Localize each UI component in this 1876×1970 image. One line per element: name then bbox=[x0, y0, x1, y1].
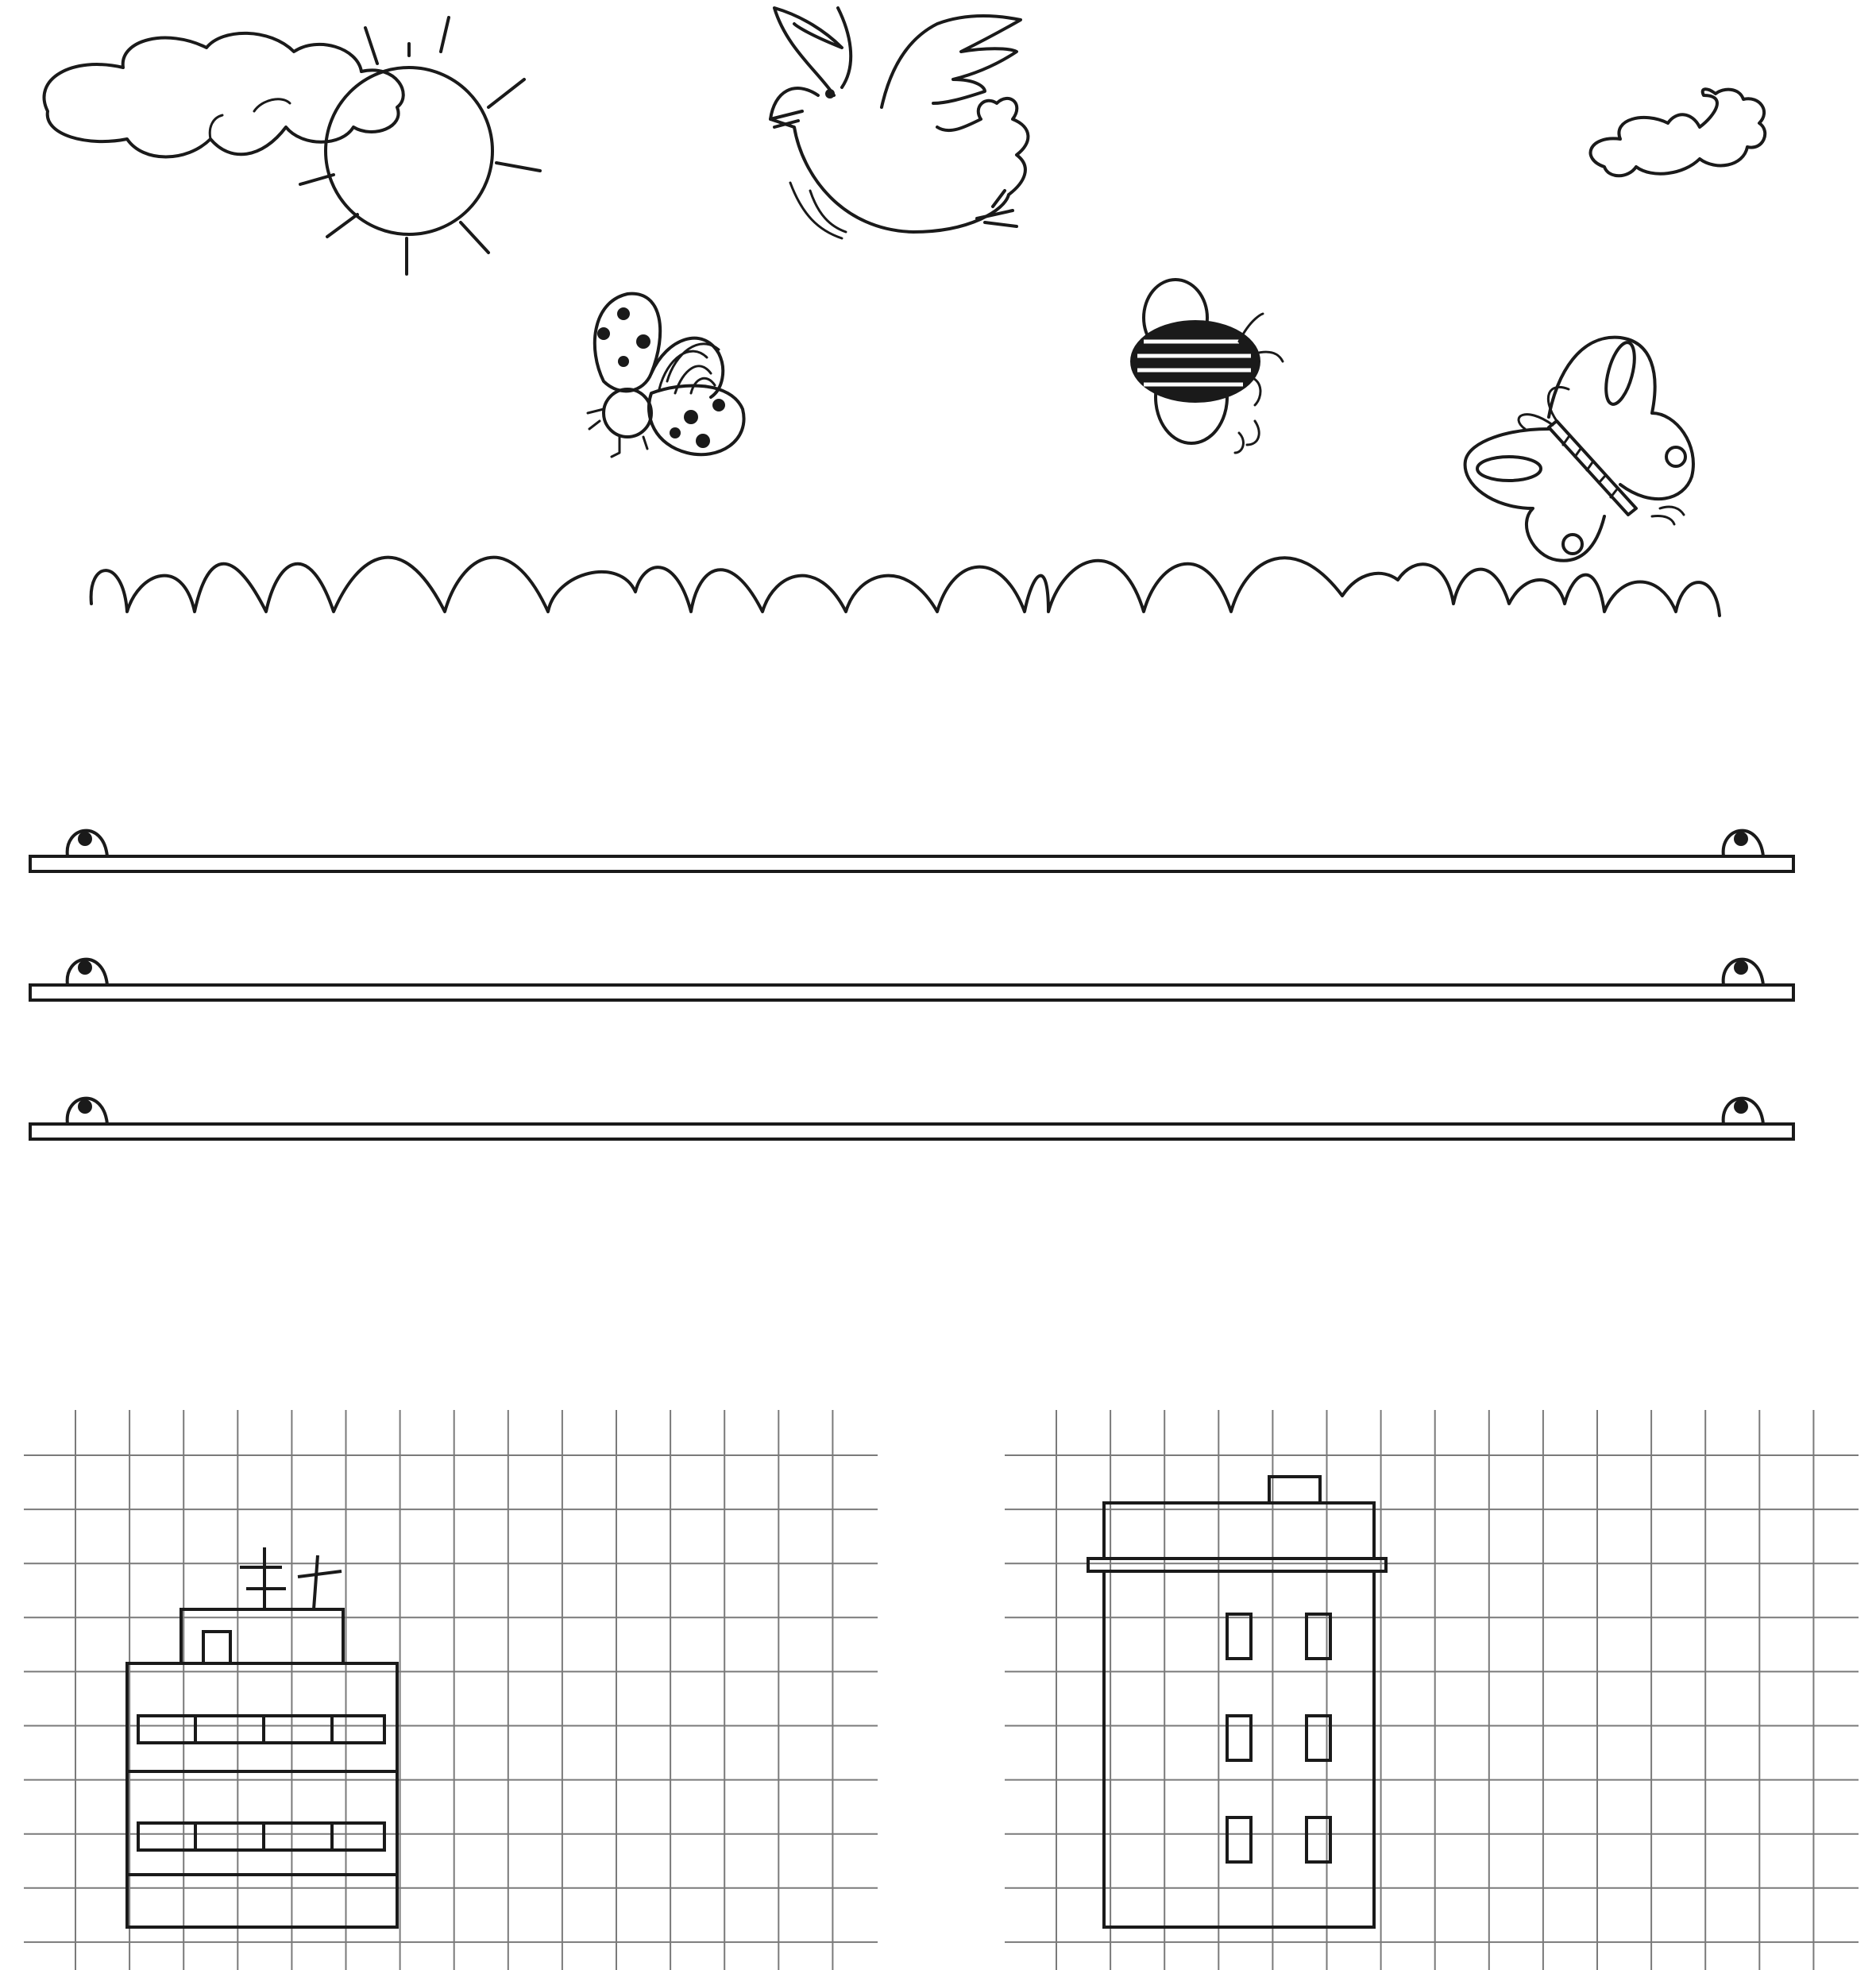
left-grid[interactable] bbox=[24, 1410, 878, 1970]
writing-line-3[interactable] bbox=[30, 1099, 1793, 1139]
cloud-icon bbox=[1591, 89, 1766, 176]
cloud-detail bbox=[210, 99, 290, 139]
scene bbox=[44, 8, 1766, 616]
butterfly-icon bbox=[1465, 338, 1693, 561]
cloud-icon bbox=[44, 33, 403, 157]
sun-icon bbox=[300, 17, 540, 274]
writing-lines bbox=[30, 831, 1793, 1139]
writing-line-1[interactable] bbox=[30, 831, 1793, 871]
low-building-icon bbox=[127, 1547, 397, 1927]
bird-icon bbox=[770, 8, 1028, 238]
tall-building-icon bbox=[1088, 1477, 1386, 1927]
ladybug-icon bbox=[588, 294, 744, 457]
grass-icon bbox=[91, 558, 1720, 616]
right-grid[interactable] bbox=[1005, 1410, 1859, 1970]
bee-icon bbox=[1132, 280, 1283, 453]
writing-line-2[interactable] bbox=[30, 960, 1793, 1000]
